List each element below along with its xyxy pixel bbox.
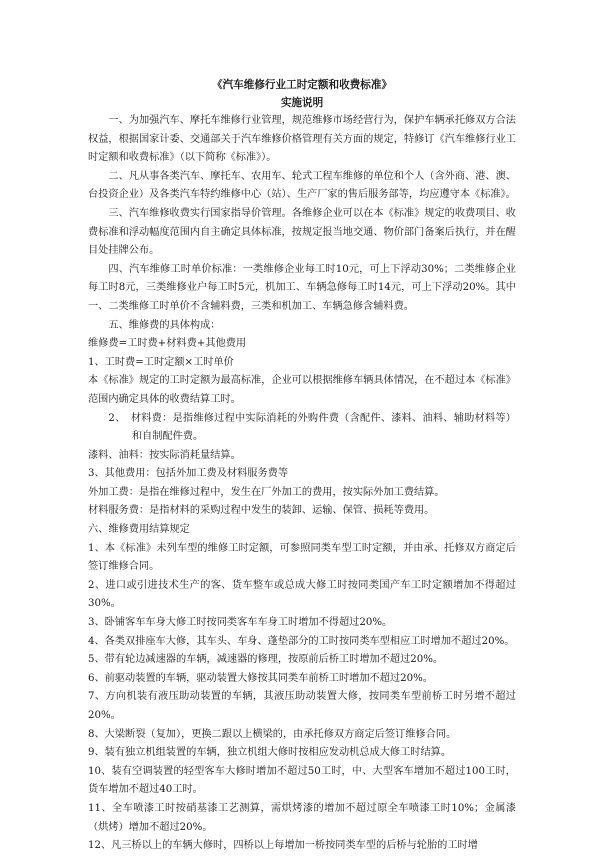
paragraph: 9、装有独立机组装置的车辆，独立机组大修时按相应发动机总成大修工时结算。	[88, 747, 452, 759]
paragraph: 一、为加强汽车、摩托车维修行业管理，规范维修市场经营行为，保护车辆承托修双方合法权益，根据国家计委、交通部关于汽车维修价格管理有关方面的规定，特修订《汽车维修行业工时定额和收费标准》（以下简称《标准》）。	[88, 115, 516, 164]
document-body	[88, 112, 516, 856]
paragraph: 六、维修费用结算规定	[88, 524, 190, 536]
document-subtitle: 实施说明	[280, 97, 324, 109]
paragraph: 8、大梁断裂（复加），更换二跟以上横梁的，由承托修双方商定后签订维修合同。	[88, 728, 457, 740]
paragraph: 本《标准》规定的工时定额为最高标准，企业可以根据维修车辆具体情况，在不超过本《标准》范围内确定具体的收费结算工时。	[88, 375, 516, 405]
paragraph: 11、全车喷漆工时按硝基漆工艺测算，需烘烤漆的增加不超过原全车喷漆工时10%；金属漆（烘烤）增加不超过20%。	[88, 802, 516, 833]
paragraph: 1、本《标准》未列车型的维修工时定额，可参照同类车型工时定额，并由承、托修双方商定后签订维修合同。	[88, 542, 516, 573]
paragraph: 漆料、油料：按实际消耗量结算。	[88, 449, 241, 461]
paragraph: 3、其他费用：包括外加工费及材料服务费等	[88, 468, 289, 480]
paragraph: 7、方向机装有液压助动装置的车辆，其液压助动装置大修，按同类车型前桥工时另增不超过20%。	[88, 691, 516, 721]
paragraph: 二、凡从事各类汽车、摩托车、农用车、轮式工程车维修的单位和个人（含外商、港、澳、台投资企业）及各类汽车特约维修中心（站）、生产厂家的售后服务部等，均应遵守本《标准》。	[88, 170, 516, 201]
paragraph: 5、带有轮边减速器的车辆，减速器的修理，按原前后桥工时增加不超过20%。	[88, 654, 444, 666]
paragraph: 材料服务费：是指材料的采购过程中发生的装卸、运输、保管、损耗等费用。	[88, 505, 435, 517]
paragraph: 五、维修费的具体构成：	[108, 319, 221, 331]
paragraph: 10、装有空调装置的轻型客车大修时增加不超过50工时，中、大型客车增加不超过100工时，货车增加不超过40工时。	[88, 765, 516, 796]
paragraph: 2、 材料费：是指维修过程中实际消耗的外购件费（含配件、漆料、油料、辅助材料等）和自制配件费。	[108, 412, 516, 443]
paragraph: 12、凡三桥以上的车辆大修时，四桥以上每增加一桥按同类车型的后桥与轮胎的工时增	[88, 840, 478, 852]
paragraph: 1、工时费=工时定额×工时单价	[88, 356, 234, 368]
document-page	[88, 76, 516, 856]
document-title: 《汽车维修行业工时定额和收费标准》	[211, 79, 393, 91]
paragraph: 4、各类双排座车大修，其车头、车身、蓬垫部分的工时按同类车型相应工时增加不超过20%。	[88, 635, 515, 647]
paragraph: 维修费=工时费+材料费+其他费用	[88, 338, 247, 350]
paragraph: 四、汽车维修工时单价标准：一类维修企业每工时10元，可上下浮动30%；二类维修企业每工时8元，三类维修业户每工时5元，机加工、车辆急修每工时14元，可上下浮动20%。其中一、二类维修工时单价不含辅料费，三类和机加工、车辆急修含辅料费。	[88, 263, 516, 312]
paragraph: 2、进口或引进技术生产的客、货车整车或总成大修工时按同类国产车工时定额增加不得超过30%。	[88, 579, 516, 610]
paragraph: 3、卧铺客车车身大修工时按同类客车车身工时增加不得超过20%。	[88, 617, 393, 629]
paragraph: 外加工费：是指在维修过程中，发生在厂外加工的费用，按实际外加工费结算。	[88, 486, 445, 498]
paragraph: 三、汽车维修收费实行国家指导价管理。各维修企业可以在本《标准》规定的收费项目、收费标准和浮动幅度范围内自主确定具体标准，按规定报当地交通、物价部门备案后执行，并在醒目处挂牌公布。	[88, 207, 516, 257]
paragraph: 6、前驱动装置的车辆，驱动装置大修按其同类车前桥工时增加不超过20%。	[88, 672, 433, 684]
